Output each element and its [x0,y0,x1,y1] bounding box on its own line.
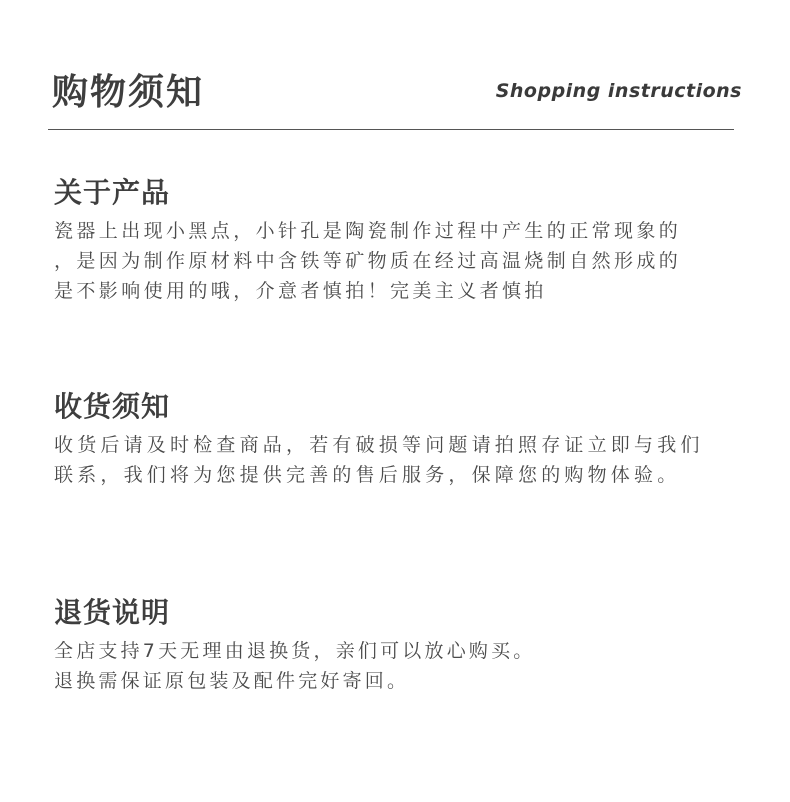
section-text-line: 瓷器上出现小黑点，小针孔是陶瓷制作过程中产生的正常现象的 [54,220,682,242]
section-about-product [54,176,744,306]
section-text-line: 退换需保证原包装及配件完好寄回。 [54,670,410,692]
section-heading: 收货须知 [54,390,171,423]
page-header [52,60,742,120]
section-return-policy [54,596,744,696]
section-text-line: 是不影响使用的哦，介意者慎拍！完美主义者慎拍 [54,280,547,302]
section-receipt-notice [54,390,744,490]
header-divider [48,129,734,130]
section-text-line: 收货后请及时检查商品，若有破损等问题请拍照存证立即与我们 [54,434,704,456]
section-heading: 退货说明 [54,596,171,629]
section-text-line: ，是因为制作原材料中含铁等矿物质在经过高温烧制自然形成的 [54,250,682,272]
section-text-line: 全店支持7天无理由退换货，亲们可以放心购买。 [54,640,536,662]
section-text-line: 联系，我们将为您提供完善的售后服务，保障您的购物体验。 [54,464,681,486]
page-subtitle: Shopping instructions [495,80,742,102]
page-title: 购物须知 [52,72,205,113]
section-heading: 关于产品 [54,176,171,209]
